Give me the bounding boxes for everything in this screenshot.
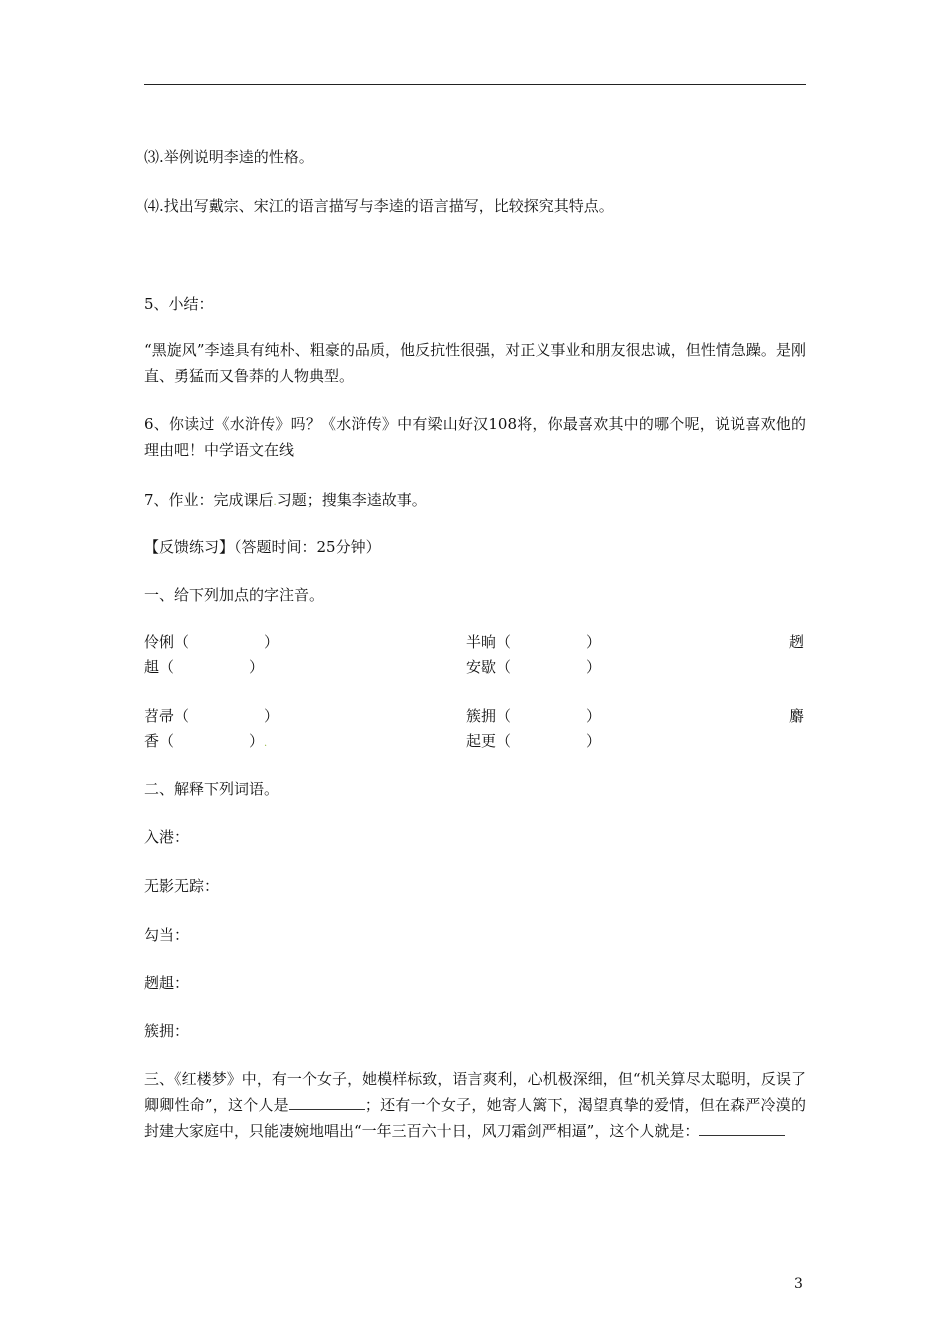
pinyin-item: 苕帚（ ） (144, 707, 280, 725)
section-5-title: 5、小结： (144, 295, 214, 313)
pinyin-item: 安歇（ ） (466, 658, 602, 676)
term-item: 勾当： (144, 926, 190, 944)
pinyin-item: 半晌（ ） (466, 633, 602, 651)
section-6: 6、你读过《水浒传》吗？《水浒传》中有梁山好汉108将，你最喜欢其中的哪个呢，说说喜欢他的理由吧！中学语文在线 (144, 415, 806, 459)
part-3-question (144, 1066, 806, 1144)
page-number: 3 (794, 1276, 803, 1292)
header-rule (144, 84, 806, 85)
term-item: 趔趄： (144, 974, 190, 992)
answer-blank[interactable] (289, 1095, 365, 1110)
term-item: 入港： (144, 828, 190, 846)
pinyin-item: 麝 (789, 707, 805, 725)
pinyin-item: 趔 (789, 633, 805, 651)
pinyin-item: 趄（ ） (144, 658, 265, 676)
section-5-body: “黑旋风”李逵具有纯朴、粗豪的品质，他反抗性很强，对正义事业和朋友很忠诚，但性情急躁。是刚直、勇猛而又鲁莽的人物典型。 (144, 341, 806, 385)
section-7-part-b: 习题；搜集李逵故事。 (276, 491, 427, 509)
term-item: 无影无踪： (144, 877, 220, 895)
question-3: ⑶.举例说明李逵的性格。 (144, 148, 314, 166)
pinyin-item: 簇拥（ ） (466, 707, 602, 725)
pinyin-item: 香（ ） (144, 732, 265, 750)
pinyin-item: 伶俐（ ） (144, 633, 280, 651)
pinyin-item-row4 (144, 731, 267, 754)
question-4: ⑷.找出写戴宗、宋江的语言描写与李逵的语言描写，比较探究其特点。 (144, 197, 614, 215)
part-3-text-a: 三、《红楼梦》中，有一个女子，她模样标致，语言爽利，心机极深细，但“机关算尽太聪明，反误了卿卿性命”，这个人是 (144, 1070, 806, 1114)
part-2-title: 二、解释下列词语。 (144, 780, 280, 798)
section-7 (144, 490, 427, 513)
part-1-title: 一、给下列加点的字注音。 (144, 586, 325, 604)
term-item: 簇拥： (144, 1022, 190, 1040)
margin-mark: . (273, 497, 277, 508)
margin-mark: . (264, 738, 268, 749)
pinyin-item: 起更（ ） (466, 732, 602, 750)
feedback-heading: 【反馈练习】（答题时间：25分钟） (144, 538, 381, 556)
part-3-text-b: ；还有一个女子，她寄人篱下，渴望真挚的爱情，但在森严冷漠的封建大家庭中，只能凄婉地唱出“一年三百六十日，风刀霜剑严相逼”，这个人就是： (144, 1096, 806, 1140)
section-7-part-a: 7、作业：完成课后 (144, 491, 274, 509)
answer-blank[interactable] (699, 1121, 785, 1136)
